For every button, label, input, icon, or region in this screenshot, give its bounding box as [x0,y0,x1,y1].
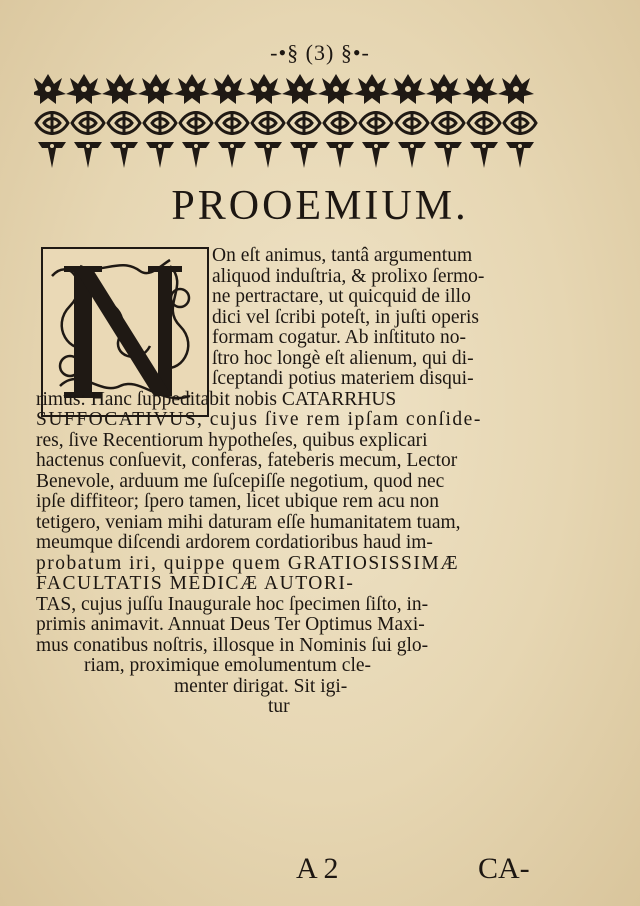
text-line: tetigero, veniam mihi daturam eſſe humanitatem tuam, [36,511,461,533]
text-line: primis animavit. Annuat Deus Ter Optimus Maxi- [36,614,425,635]
signature-mark: A 2 [296,852,339,885]
ornament-band-top [34,72,540,106]
text-line: ipſe diffiteor; ſpero tamen, licet ubique rem acu non [36,491,440,512]
page-number: -•§ (3) §•- [270,40,370,65]
text-line: formam cogatur. Ab inſtituto no- [212,327,467,348]
text-line: probatum iri, quippe quem GRATIOSISSIMÆ [36,552,460,574]
page-title: PROOEMIUM. [171,183,469,229]
text-line: On eſt animus, tantâ argumentum [212,245,473,266]
ornament-band-middle [34,107,540,139]
text-line: menter dirigat. Sit igi- [174,675,348,697]
page-footer [0,852,640,892]
text-line: ſtro hoc longè eſt alienum, qui di- [212,347,474,369]
text-line: aliquod induſtria, & prolixo ſermo- [212,265,485,287]
body-text [36,246,546,718]
text-line: rimus: Hanc ſuppeditabit nobis CATARRHUS [36,388,397,410]
text-line: meumque diſcendi ardorem cordatioribus haud im- [36,532,433,553]
text-line: riam, proximique emolumentum cle- [84,655,372,676]
text-line: Benevole, arduum me ſuſcepiſſe negotium, quod nec [36,470,445,492]
text-line: TAS, cujus juſſu Inaugurale hoc ſpecimen ſiſto, in- [36,593,429,615]
text-line: dici vel ſcribi poteſt, in juſti operis [212,306,479,328]
text-line: mus conatibus noſtris, illosque in Nominis ſui glo- [36,634,429,656]
ornament-band-bottom [34,138,540,172]
catchword: CA- [478,852,530,885]
text-line: FACULTATIS MEDICÆ AUTORI- [36,573,355,594]
text-line: tur [268,696,290,717]
text-line: ne pertractare, ut quicquid de illo [212,286,471,307]
text-line: SUFFOCATIVUS, cujus ſive rem ipſam conſide- [36,409,482,430]
text-line: res, ſive Recentiorum hypotheſes, quibus explicari [36,429,428,451]
text-line: hactenus conſuevit, conferas, fateberis mecum, Lector [36,450,458,471]
text-line: ſceptandi potius materiem disqui- [212,368,474,389]
